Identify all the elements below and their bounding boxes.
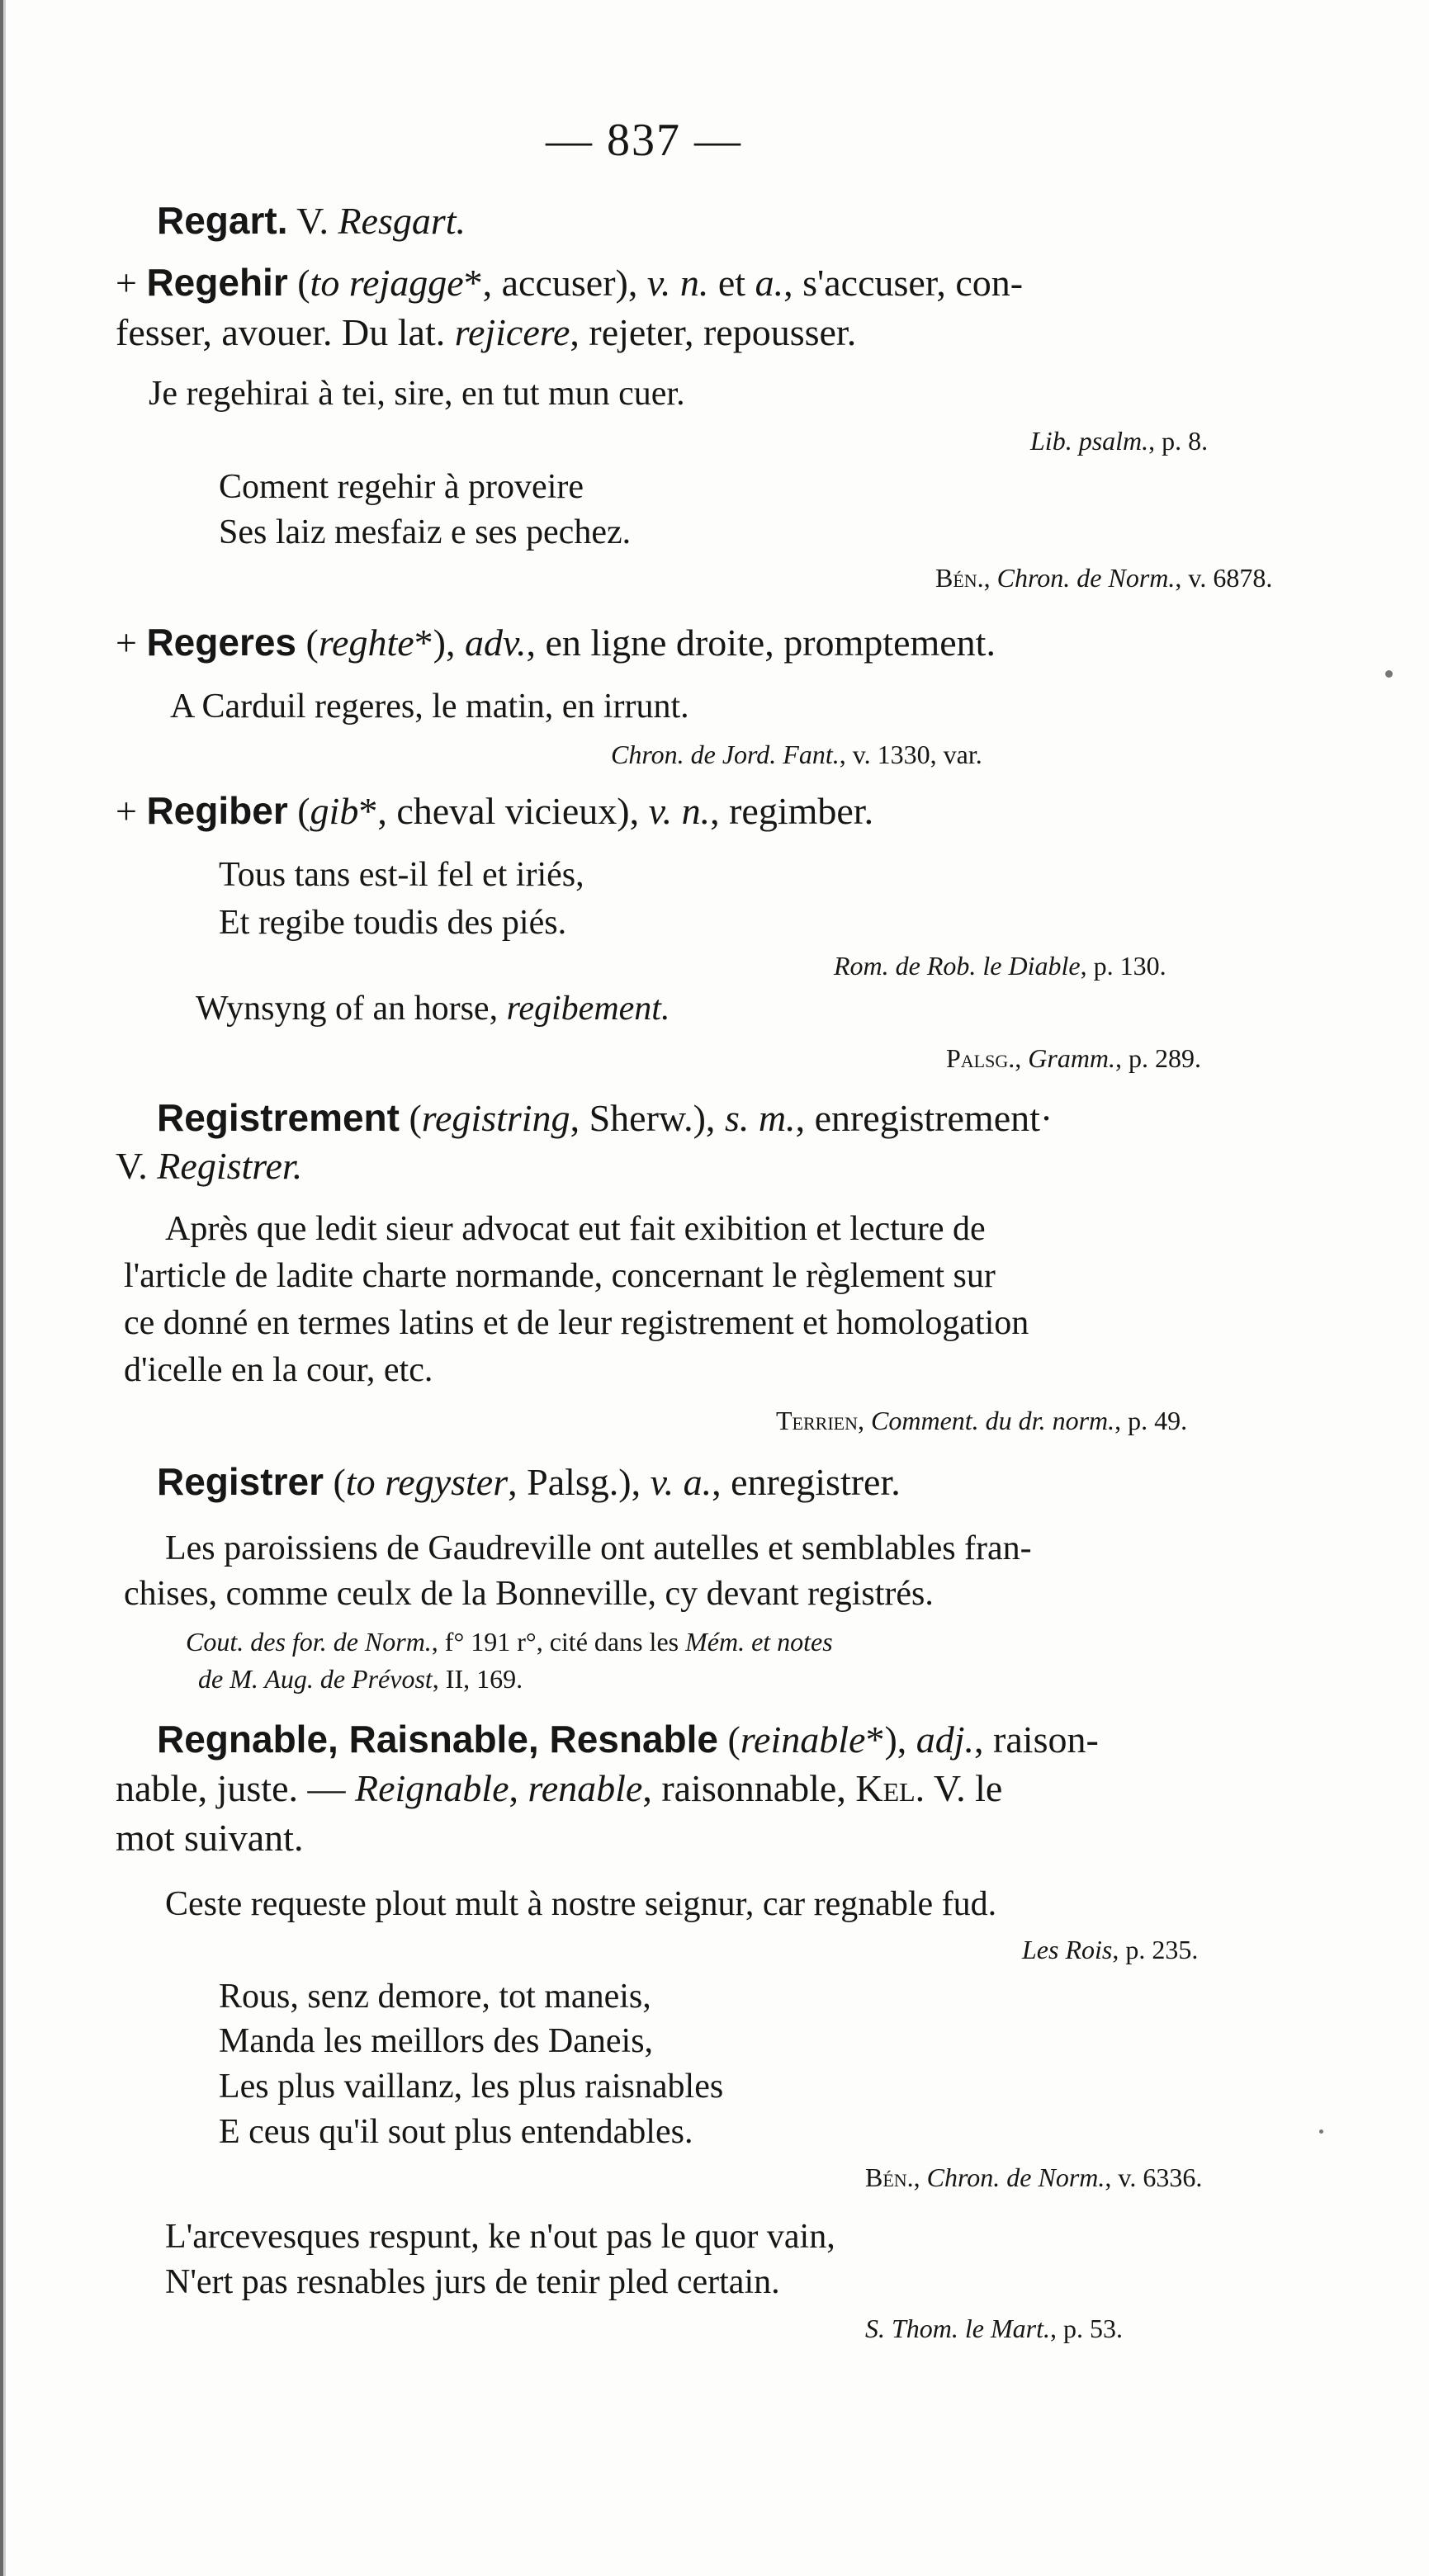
cross-mark: + bbox=[116, 262, 137, 304]
entry-registrement: Registrement (registring, Sherw.), s. m., enregistrement· bbox=[157, 1096, 1053, 1139]
entry-regnable: Regnable, Raisnable, Resnable (reinable*), adj., raison- bbox=[157, 1718, 1099, 1761]
cross-mark: + bbox=[116, 622, 137, 664]
quote-line: l'article de ladite charte normande, concernant le règlement sur bbox=[124, 1257, 996, 1295]
quote-line: Et regibe toudis des piés. bbox=[219, 904, 567, 942]
quote-line: Coment regehir à proveire bbox=[219, 468, 584, 506]
quote-line: E ceus qu'il sout plus entendables. bbox=[219, 2113, 693, 2151]
quote-line: Les paroissiens de Gaudreville ont autelles et semblables fran- bbox=[165, 1529, 1032, 1567]
entry-line: V. Registrer. bbox=[116, 1145, 303, 1187]
citation: de M. Aug. de Prévost, II, 169. bbox=[198, 1664, 523, 1694]
headword: Regeres bbox=[146, 621, 297, 664]
quote-line: Je regehirai à tei, sire, en tut mun cuer. bbox=[149, 375, 685, 413]
citation: Palsg., Gramm., p. 289. bbox=[946, 1043, 1202, 1073]
quote-line: Manda les meillors des Daneis, bbox=[219, 2022, 654, 2060]
page-number: — 837 — bbox=[546, 115, 742, 166]
citation: Cout. des for. de Norm., f° 191 r°, cité dans les Mém. et notes bbox=[186, 1627, 833, 1657]
headword: Regnable, Raisnable, Resnable bbox=[157, 1718, 719, 1761]
citation: Les Rois, p. 235. bbox=[1022, 1935, 1199, 1964]
quote-line: Ceste requeste plout mult à nostre seignur, car regnable fud. bbox=[165, 1885, 997, 1923]
quote-line: d'icelle en la cour, etc. bbox=[124, 1351, 433, 1389]
quote-line: Ses laiz mesfaiz e ses pechez. bbox=[219, 513, 632, 551]
quote-line: Wynsyng of an horse, regibement. bbox=[196, 990, 670, 1028]
entry-line: nable, juste. — Reignable, renable, raisonnable, Kel. V. le bbox=[116, 1767, 1003, 1809]
citation: Terrien, Comment. du dr. norm., p. 49. bbox=[776, 1406, 1188, 1435]
headword: Regehir bbox=[146, 261, 288, 304]
quote-line: N'ert pas resnables jurs de tenir pled certain. bbox=[165, 2263, 780, 2301]
quote-line: Rous, senz demore, tot maneis, bbox=[219, 1978, 651, 2016]
headword: Regart. bbox=[157, 199, 288, 242]
entry-line: fesser, avouer. Du lat. rejicere, rejeter, repousser. bbox=[116, 311, 857, 353]
scan-speck bbox=[1319, 2129, 1323, 2134]
quote-line: A Carduil regeres, le matin, en irrunt. bbox=[170, 688, 689, 726]
entry-regeres: + Regeres (reghte*), adv., en ligne droite, promptement. bbox=[116, 621, 996, 664]
entry-regiber: + Regiber (gib*, cheval vicieux), v. n., regimber. bbox=[116, 789, 874, 832]
quote-line: Après que ledit sieur advocat eut fait exibition et lecture de bbox=[165, 1210, 986, 1248]
headword: Registrement bbox=[157, 1096, 400, 1139]
citation: Chron. de Jord. Fant., v. 1330, var. bbox=[611, 740, 982, 769]
headword: Registrer bbox=[157, 1460, 324, 1503]
citation: S. Thom. le Mart., p. 53. bbox=[865, 2314, 1123, 2343]
entry-registrer: Registrer (to regyster, Palsg.), v. a., enregistrer. bbox=[157, 1460, 901, 1503]
citation: Bén., Chron. de Norm., v. 6336. bbox=[865, 2162, 1203, 2192]
quote-line: chises, comme ceulx de la Bonneville, cy devant registrés. bbox=[124, 1575, 934, 1613]
entry-line: mot suivant. bbox=[116, 1817, 304, 1859]
quote-line: L'arcevesques respunt, ke n'out pas le quor vain, bbox=[165, 2218, 835, 2256]
entry-regehir: + Regehir (to rejagge*, accuser), v. n. et a., s'accuser, con- bbox=[116, 261, 1024, 304]
quote-line: Tous tans est-il fel et iriés, bbox=[219, 856, 584, 894]
cross-mark: + bbox=[116, 790, 137, 832]
citation: Rom. de Rob. le Diable, p. 130. bbox=[834, 951, 1166, 981]
headword: Regiber bbox=[146, 789, 288, 832]
quote-line: Les plus vaillanz, les plus raisnables bbox=[219, 2068, 724, 2106]
entry-regart: Regart. V. Resgart. bbox=[157, 199, 466, 242]
citation: Bén., Chron. de Norm., v. 6878. bbox=[935, 563, 1273, 593]
scan-speck bbox=[1385, 670, 1393, 678]
citation: Lib. psalm., p. 8. bbox=[1030, 426, 1209, 456]
quote-line: ce donné en termes latins et de leur registrement et homologation bbox=[124, 1304, 1029, 1342]
